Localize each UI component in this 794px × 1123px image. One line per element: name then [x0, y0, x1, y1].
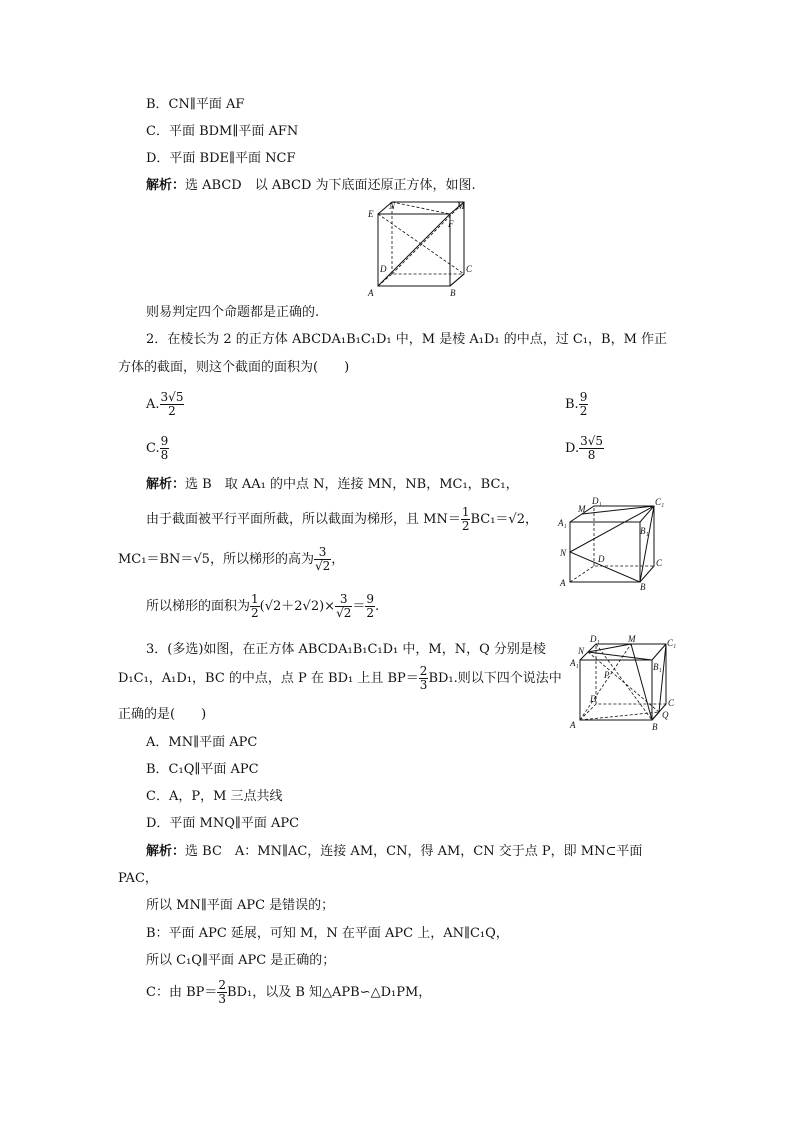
q2-option-a — [146, 390, 184, 420]
q1-option-d: D．平面 BDE∥平面 NCF — [146, 151, 296, 166]
text-run: 3 — [218, 992, 227, 1006]
text-run: √2 — [314, 559, 331, 573]
text-run: D₁C₁，A₁D₁，BC 的中点，点 P 在 BD₁ 上且 BP＝ — [118, 671, 419, 686]
q3-stem-line3: 正确的是( ) — [118, 707, 207, 722]
figure-vertex-label: A₁ — [570, 658, 579, 668]
figure-vertex-label: C — [668, 698, 675, 708]
figure-edge — [570, 522, 640, 582]
q3-analysis-line6 — [146, 978, 431, 1008]
figure-edge — [588, 652, 652, 660]
text-run: D. — [565, 441, 580, 456]
text-run: 3√5 — [580, 434, 604, 448]
figure-vertex-label: Q — [662, 710, 669, 720]
figure-edge — [659, 644, 666, 712]
q2-analysis — [146, 475, 519, 495]
q3-stem-line1: 3．(多选)如图，在正方体 ABCDA₁B₁C₁D₁ 中，M，N，Q 分别是棱 — [146, 642, 546, 657]
figure-vertex-label: C₁ — [667, 638, 677, 648]
text-run: 1 — [461, 505, 470, 519]
text-run: 3√5 — [160, 390, 184, 404]
q1-diagonal-af — [378, 214, 450, 286]
figure-edge — [631, 644, 652, 720]
q3-analysis-label: 解析： — [146, 844, 186, 859]
q3-label: D₁ — [590, 634, 600, 644]
q2-stem-line1: 2．在棱长为 2 的正方体 ABCDA₁B₁C₁D₁ 中，M 是棱 A₁D₁ 的中点，过 C₁，B，M 作正 — [146, 332, 668, 347]
text-run: MC₁＝BN＝√5，所以梯形的高为 — [118, 552, 314, 567]
q3-option-d: D．平面 MNQ∥平面 APC — [146, 816, 300, 831]
q3-analysis — [146, 842, 642, 862]
text-run: (√2＋2√2)× — [259, 599, 336, 614]
text-run: ， — [331, 552, 345, 567]
text-run: 由于截面被平行平面所截，所以截面为梯形，且 MN＝ — [146, 512, 461, 527]
q1-analysis — [146, 176, 476, 196]
fraction — [250, 593, 260, 620]
text-run: B. — [565, 397, 579, 412]
text-run: A. — [146, 397, 160, 412]
text-run: BD₁.则以下四个说法中 — [428, 671, 562, 686]
figure-vertex-label: C — [656, 558, 663, 568]
text-run: 2 — [168, 404, 176, 418]
fraction — [365, 593, 375, 620]
q2-option-c — [146, 434, 169, 464]
figure-vertex-label: B₁ — [640, 526, 649, 536]
q2-analysis-line4 — [146, 592, 379, 622]
text-run: 2 — [579, 404, 588, 418]
figure-edge — [392, 202, 450, 214]
q1-option-b: B．CN∥平面 AF — [146, 97, 245, 112]
figure-vertex-label: N — [578, 646, 585, 656]
figure-edge — [392, 202, 464, 274]
q2-analysis-line3 — [118, 545, 344, 575]
q3-cube-figure — [566, 632, 678, 736]
q2-option-d — [565, 434, 604, 464]
figure-vertex-label: M — [578, 504, 586, 514]
figure-vertex-label: D — [590, 694, 597, 704]
figure-edge — [570, 506, 654, 582]
fraction — [217, 979, 227, 1006]
figure-edge — [652, 712, 659, 720]
figure-edge — [588, 652, 659, 712]
q3-option-c: C．A，P，M 三点共线 — [146, 789, 283, 804]
text-run: 9 — [366, 592, 375, 606]
text-run: 1 — [251, 592, 259, 606]
figure-edge — [450, 274, 464, 286]
text-run: 3 — [314, 546, 331, 560]
q3-analysis-line4: B：平面 APC 延展，可知 M，N 在平面 APC 上，AN∥C₁Q， — [146, 926, 509, 941]
text-run: 9 — [160, 434, 169, 448]
q2-analysis-line2 — [146, 505, 538, 535]
fraction — [335, 593, 352, 620]
fraction — [579, 391, 589, 418]
text-run: √2 — [336, 606, 352, 620]
fraction — [160, 435, 170, 462]
figure-vertex-label: B — [450, 288, 456, 298]
figure-vertex-label: E — [368, 209, 374, 219]
figure-vertex-label: P — [604, 670, 610, 680]
q3-analysis-line2: PAC， — [118, 871, 158, 886]
text-run: 2 — [218, 978, 227, 992]
figure-edge — [580, 660, 652, 720]
figure-vertex-label: A — [368, 288, 374, 298]
q1-analysis-text: 选 ABCD 以 ABCD 为下底面还原正方体，如图. — [185, 178, 476, 193]
text-run: BC₁＝√2， — [470, 512, 538, 527]
figure-vertex-label: C₁ — [655, 497, 665, 507]
text-run: 选 B 取 AA₁ 的中点 N，连接 MN，NB，MC₁，BC₁， — [185, 477, 519, 492]
fraction — [314, 546, 331, 573]
q1-analysis-label: 解析： — [146, 178, 186, 193]
text-run: C. — [146, 441, 160, 456]
figure-vertex-label: M — [628, 634, 636, 644]
figure-vertex-label: M — [457, 201, 465, 211]
q1-option-c: C．平面 BDM∥平面 AFN — [146, 124, 299, 139]
figure-vertex-label: D — [380, 264, 387, 274]
figure-edge — [378, 274, 464, 286]
figure-vertex-label: B₁ — [653, 662, 662, 672]
figure-edge — [580, 712, 659, 720]
fraction — [579, 435, 604, 462]
q3-analysis-line5: 所以 C₁Q∥平面 APC 是正确的； — [146, 953, 336, 968]
figure-vertex-label: A — [570, 720, 576, 730]
text-run: 9 — [579, 390, 588, 404]
fraction — [160, 391, 185, 418]
text-run: 2 — [366, 606, 375, 620]
figure-edge — [652, 644, 666, 660]
figure-vertex-label: A — [560, 578, 566, 588]
fraction — [419, 665, 429, 692]
q2-option-b — [565, 390, 588, 420]
q1-conclusion: 则易判定四个命题都是正确的. — [146, 305, 320, 320]
figure-vertex-label: B — [652, 722, 658, 732]
text-run: 2 — [419, 664, 428, 678]
q2-label: D₁ — [592, 496, 602, 506]
text-run: . — [375, 599, 380, 614]
text-run: 选 BC A：MN∥AC，连接 AM，CN，得 AM，CN 交于点 P，即 MN⊂平面 — [185, 844, 643, 859]
text-run: 2 — [461, 519, 470, 533]
q2-section-trapezoid — [570, 506, 654, 582]
q3-option-a: A．MN∥平面 APC — [146, 735, 258, 750]
figure-vertex-label: F — [448, 219, 454, 229]
q1-label: N — [389, 201, 396, 211]
q3-option-b: B．C₁Q∥平面 APC — [146, 762, 259, 777]
figure-vertex-label: B — [640, 582, 646, 592]
text-run: 3 — [419, 678, 428, 692]
text-run: 所以梯形的面积为 — [146, 599, 251, 614]
q2-stem-line2: 方体的截面，则这个截面的面积为( ) — [118, 360, 350, 375]
q2-analysis-label: 解析： — [146, 477, 186, 492]
text-run: BD₁，以及 B 知△APB∽△D₁PM， — [227, 985, 432, 1000]
figure-vertex-label: D — [598, 554, 605, 564]
q3-stem-line2 — [118, 664, 562, 694]
figure-vertex-label: A₁ — [558, 518, 567, 528]
text-run: 2 — [251, 606, 259, 620]
q1-cube-figure — [362, 200, 473, 304]
text-run: C：由 BP＝ — [146, 985, 218, 1000]
figure-edge — [580, 704, 666, 720]
figure-vertex-label: N — [560, 548, 567, 558]
q2-cube-figure — [556, 494, 668, 594]
figure-vertex-label: C — [466, 264, 473, 274]
text-run: 8 — [160, 448, 169, 462]
text-run: 8 — [587, 448, 596, 462]
q3-analysis-line3: 所以 MN∥平面 APC 是错误的； — [146, 898, 335, 913]
text-run: ＝ — [352, 599, 366, 614]
text-run: 3 — [335, 593, 352, 607]
